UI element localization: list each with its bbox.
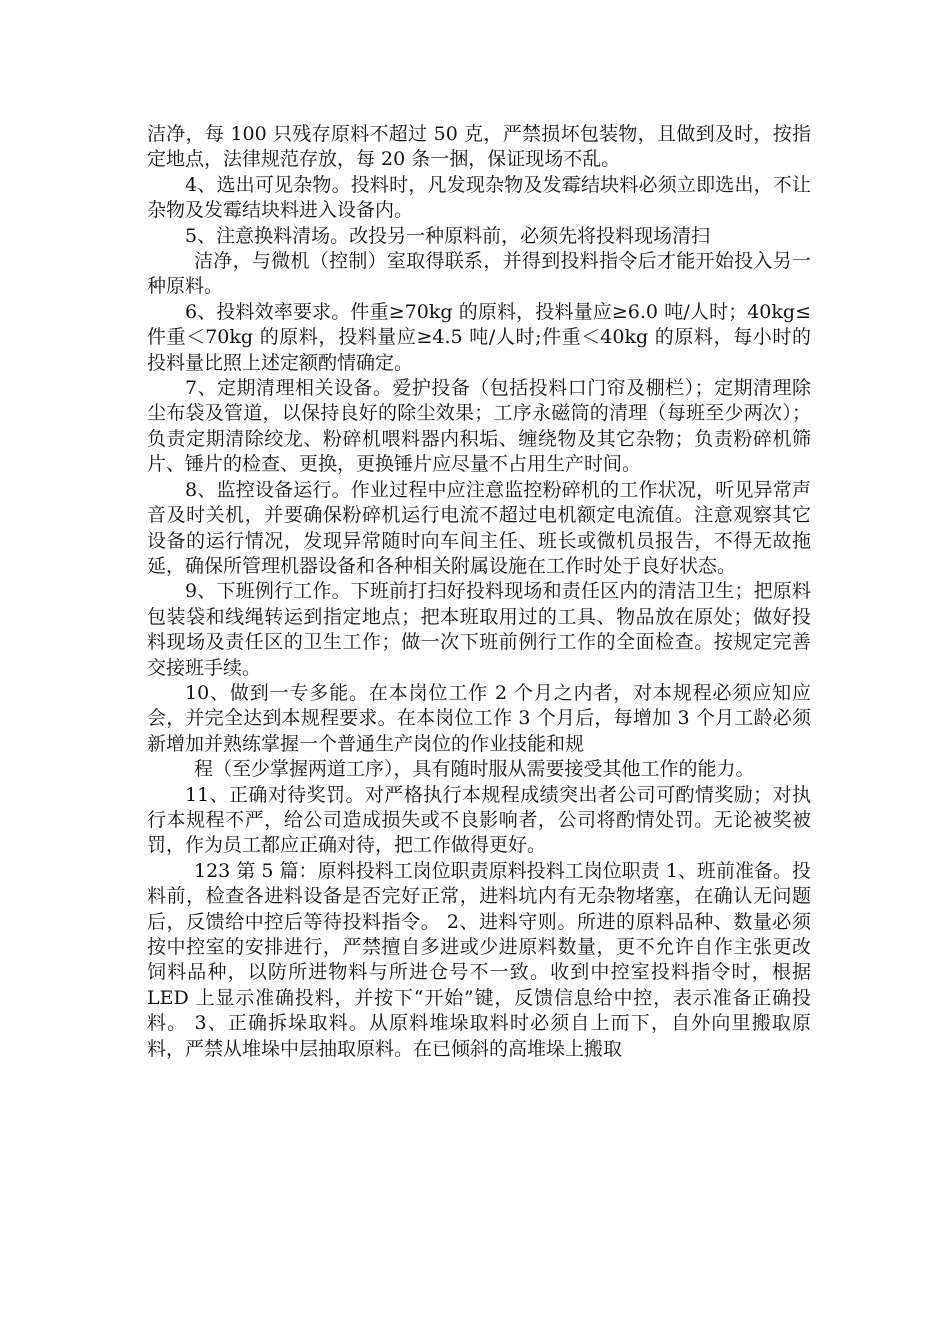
paragraph-continuation-top: 洁净，每 100 只残存原料不超过 50 克，严禁损坏包装物，且做到及时，按指定地点，法律规范存放，每 20 条一捆，保证现场不乱。 [147, 123, 811, 171]
paragraph-item-10: 10、做到一专多能。在本岗位工作 2 个月之内者，对本规程必须应知应会，并完全达到本规程要求。在本岗位工作 3 个月后，每增加 3 个月工龄必须新增加并熟练掌握一个普通生产岗位的作业技能和规 [147, 681, 811, 755]
paragraph-item-6: 6、投料效率要求。件重≥70kg 的原料，投料量应≥6.0 吨/人时；40kg≤件重＜70kg 的原料，投料量应≥4.5 吨/人时;件重＜40kg 的原料，每小时的投料量比照上述定额酌情确定。 [147, 300, 811, 374]
document-body [147, 122, 811, 1062]
paragraph-item-8: 8、监控设备运行。作业过程中应注意监控粉碎机的工作状况，听见异常声音及时关机，并要确保粉碎机运行电流不超过电机额定电流值。注意观察其它设备的运行情况，发现异常随时向车间主任、班长或微机员报告，不得无故拖延，确保所管理机器设备和各种相关附属设施在工作时处于良好状态。 [147, 478, 811, 577]
paragraph-item-11: 11、正确对待奖罚。对严格执行本规程成绩突出者公司可酌情奖励；对执行本规程不严，给公司造成损失或不良影响者，公司将酌情处罚。无论被奖被罚，作为员工都应正确对待，把工作做得更好。 [147, 783, 811, 857]
paragraph-section-5: 123 第 5 篇：原料投料工岗位职责原料投料工岗位职责 1、班前准备。投料前，检查各进料设备是否完好正常，进料坑内有无杂物堵塞，在确认无问题后，反馈给中控后等待投料指令。 2、进料守则。所进的原料品种、数量必须按中控室的安排进行，严禁擅自多进或少进原料数量，更不允许自作主张更改饲料品种，以防所进物料与所进仓号不一致。收到中控室投料指令时，根据 LED 上显示准确投料，并按下“开始”键，反馈信息给中控，表示准备正确投料。 3、正确拆垛取料。从原料堆垛取料时必须自上而下，自外向里搬取原料，严禁从堆垛中层抽取原料。在已倾斜的高堆垛上搬取 [147, 859, 811, 1060]
paragraph-item-5-continued: 洁净，与微机（控制）室取得联系，并得到投料指令后才能开始投入另一种原料。 [147, 250, 811, 298]
paragraph-item-9: 9、下班例行工作。下班前打扫好投料现场和责任区内的清洁卫生；把原料包装袋和线绳转运到指定地点；把本班取用过的工具、物品放在原处；做好投料现场及责任区的卫生工作；做一次下班前例行工作的全面检查。按规定完善交接班手续。 [147, 580, 811, 679]
paragraph-item-10-continued: 程（至少掌握两道工序），具有随时服从需要接受其他工作的能力。 [194, 758, 755, 781]
paragraph-item-7: 7、定期清理相关设备。爱护投备（包括投料口门帘及棚栏）；定期清理除尘布袋及管道，以保持良好的除尘效果；工序永磁筒的清理（每班至少两次）；负责定期清除绞龙、粉碎机喂料器内积垢、缠绕物及其它杂物；负责粉碎机筛片、锤片的检查、更换，更换锤片应尽量不占用生产时间。 [147, 377, 811, 476]
paragraph-item-5: 5、注意换料清场。改投另一种原料前，必须先将投料现场清扫 [185, 224, 711, 247]
paragraph-item-4: 4、选出可见杂物。投料时，凡发现杂物及发霉结块料必须立即选出，不让杂物及发霉结块料进入设备内。 [147, 173, 811, 222]
